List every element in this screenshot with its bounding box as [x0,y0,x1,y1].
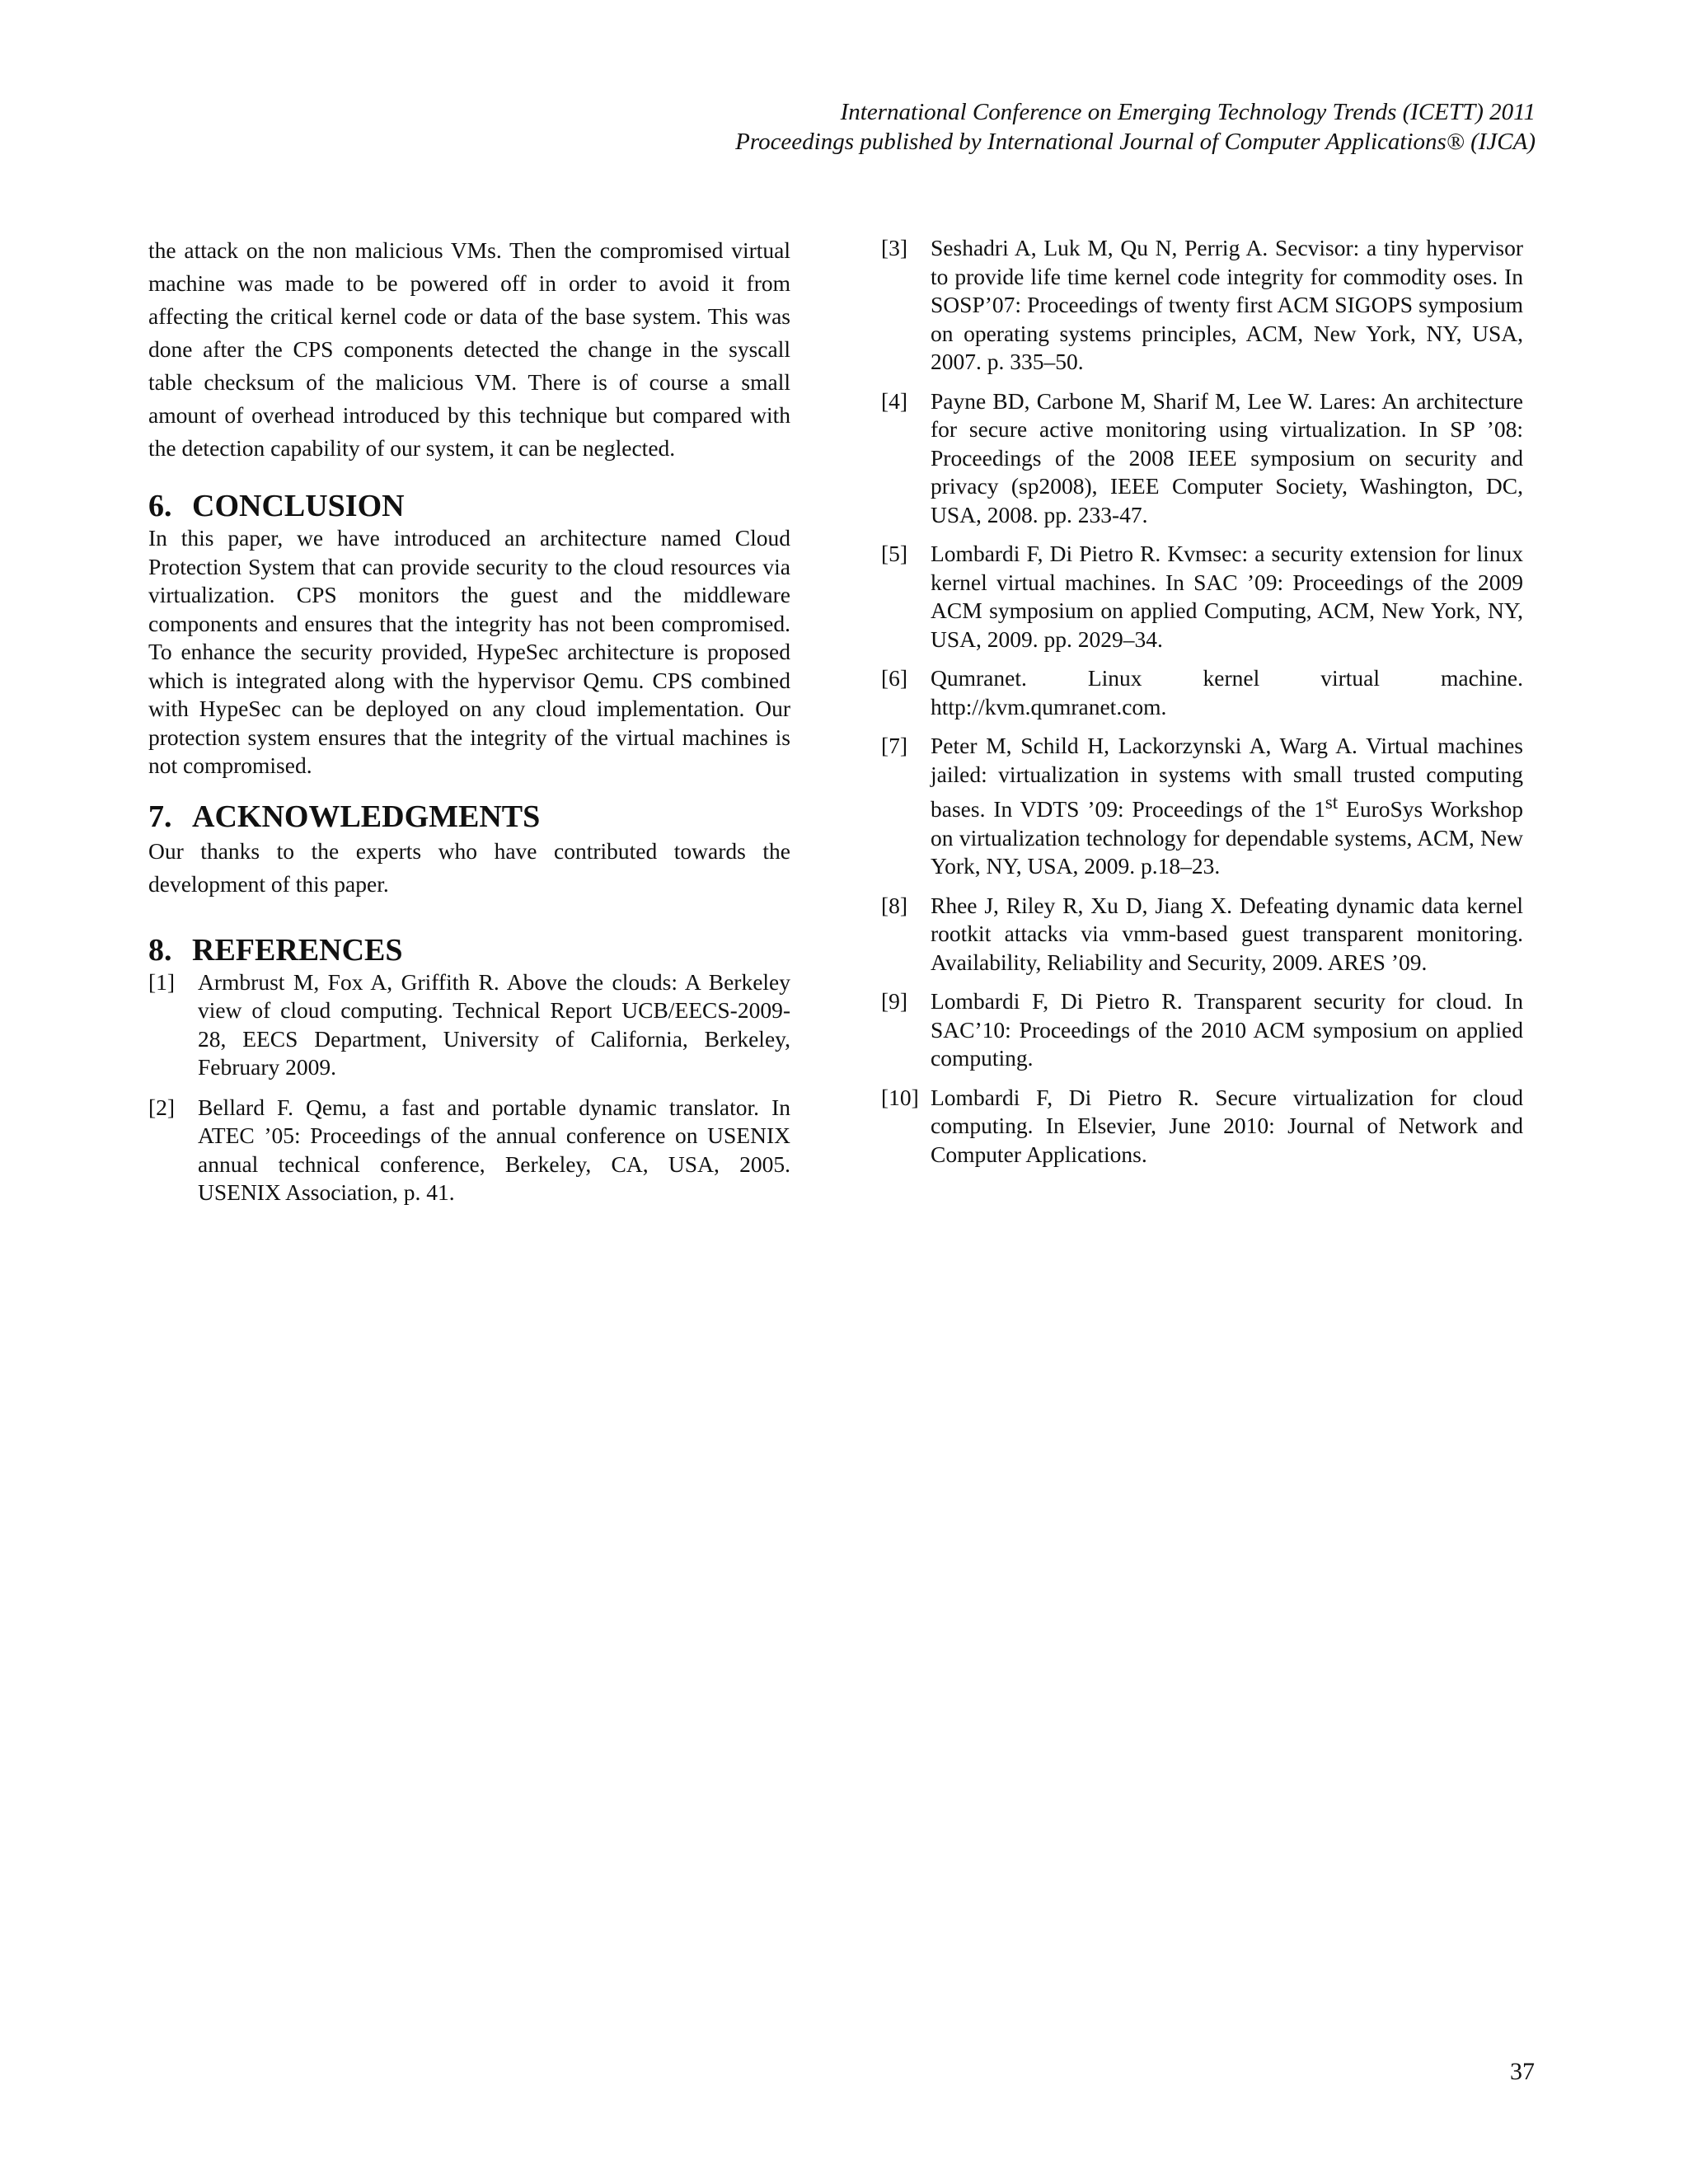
superscript-ordinal: st [1325,792,1339,813]
acknowledgments-paragraph: Our thanks to the experts who have contributed towards the development of this paper. [148,837,790,897]
reference-number: [1] [148,968,176,995]
acknowledgments-number: 7. [148,799,172,834]
reference-text: Bellard F. Qemu, a fast and portable dynamic translator. In ATEC ’05: Proceedings of the annual conference on USENIX annual technical conference, Berkeley, CA, USA, 2005. USENIX Association, p. 41. [198,1094,790,1205]
reference-text: Lombardi F, Di Pietro R. Transparent security for cloud. In SAC’10: Proceedings of the 2010 ACM symposium on applied computing. [931,988,1523,1071]
reference-item [148,968,790,1082]
reference-item [881,892,1523,977]
reference-text: Payne BD, Carbone M, Sharif M, Lee W. Lares: An architecture for secure active monitoring using virtualization. In SP ’08: Proceedings of the 2008 IEEE symposium on security and privacy (sp2008), IEEE Computer Society, Washington, DC, USA, 2008. pp. 233-47. [931,387,1523,527]
reference-item [881,987,1523,1073]
references-title: REFERENCES [192,932,403,968]
reference-text: Rhee J, Riley R, Xu D, Jiang X. Defeating dynamic data kernel rootkit attacks via vmm-based guest transparent monitoring. Availability, Reliability and Security, 2009. ARES ’09. [931,892,1523,975]
header-proceedings-line: Proceedings published by International Journal of Computer Applications® (IJCA) [735,129,1536,155]
right-column [881,234,1523,1179]
reference-text [931,732,1523,881]
reference-number: [3] [881,235,908,260]
reference-number: [5] [881,541,908,566]
reference-number: [10] [881,1084,919,1110]
reference-text: Armbrust M, Fox A, Griffith R. Above the clouds: A Berkeley view of cloud computing. Technical Report UCB/EECS-2009-28, EECS Department, University of California, Berkeley, February 2009. [198,968,790,1080]
reference-item [881,1084,1523,1169]
reference-number: [7] [881,733,908,758]
reference-text: Lombardi F, Di Pietro R. Secure virtualization for cloud computing. In Elsevier, June 2010: Journal of Network and Computer Applications. [931,1084,1523,1167]
left-column [148,234,790,1219]
running-header [464,97,1536,157]
reference-item [881,540,1523,654]
conclusion-number: 6. [148,489,172,523]
reference-text-part: Peter M, Schild H, Lackorzynski A, Warg A. Virtual machines jailed: virtualization in systems with small trusted computing bases. In VDTS ’09: Proceedings of the 1 [931,733,1523,823]
conclusion-paragraph: In this paper, we have introduced an architecture named Cloud Protection System that can provide security to the cloud resources via virtualization. CPS monitors the guest and the middleware components and ensures that the integrity has not been compromised. To enhance the security provided, HypeSec architecture is proposed which is integrated along with the hypervisor Qemu. CPS combined with HypeSec can be deployed on any cloud implementation. Our protection system ensures that the integrity of the virtual machines is not compromised. [148,525,790,778]
reference-item [881,732,1523,881]
conclusion-title: CONCLUSION [192,489,405,523]
reference-text: Seshadri A, Luk M, Qu N, Perrig A. Secvisor: a tiny hypervisor to provide life time kernel code integrity for commodity oses. In SOSP’07: Proceedings of twenty first ACM SIGOPS symposium on operating systems principles, ACM, New York, NY, USA, 2007. p. 335–50. [931,235,1523,374]
reference-text: Lombardi F, Di Pietro R. Kvmsec: a security extension for linux kernel virtual machines. In SAC ’09: Proceedings of the 2009 ACM symposium on applied Computing, ACM, New York, NY, USA, 2009. pp. 2029–34. [931,541,1523,652]
reference-item [881,387,1523,530]
reference-number: [6] [881,665,908,691]
reference-number: [4] [881,387,908,414]
reference-number: [2] [148,1094,176,1120]
reference-number: [9] [881,988,908,1015]
reference-item [881,664,1523,721]
reference-text-part: EuroSys Workshop on virtualization technology for dependable systems, ACM, New York, NY, USA, 2009. p.18–23. [931,796,1523,879]
acknowledgments-title: ACKNOWLEDGMENTS [192,799,541,834]
page-number: 37 [1510,2058,1535,2085]
reference-text: Qumranet. Linux kernel virtual machine. http://kvm.qumranet.com. [931,665,1523,719]
conclusion-heading [148,488,790,524]
acknowledgments-heading [148,799,790,835]
intro-paragraph: the attack on the non malicious VMs. Then the compromised virtual machine was made to be powered off in order to avoid it from affecting the critical kernel code or data of the base system. This was done after the CPS components detected the change in the syscall table checksum of the malicious VM. There is of course a small amount of overhead introduced by this technique but compared with the detection capability of our system, it can be neglected. [148,237,790,461]
reference-number: [8] [881,892,908,918]
references-number: 8. [148,932,172,968]
references-heading [148,932,790,968]
header-conference-line: International Conference on Emerging Technology Trends (ICETT) 2011 [840,99,1536,125]
reference-item [881,234,1523,377]
reference-item [148,1094,790,1207]
